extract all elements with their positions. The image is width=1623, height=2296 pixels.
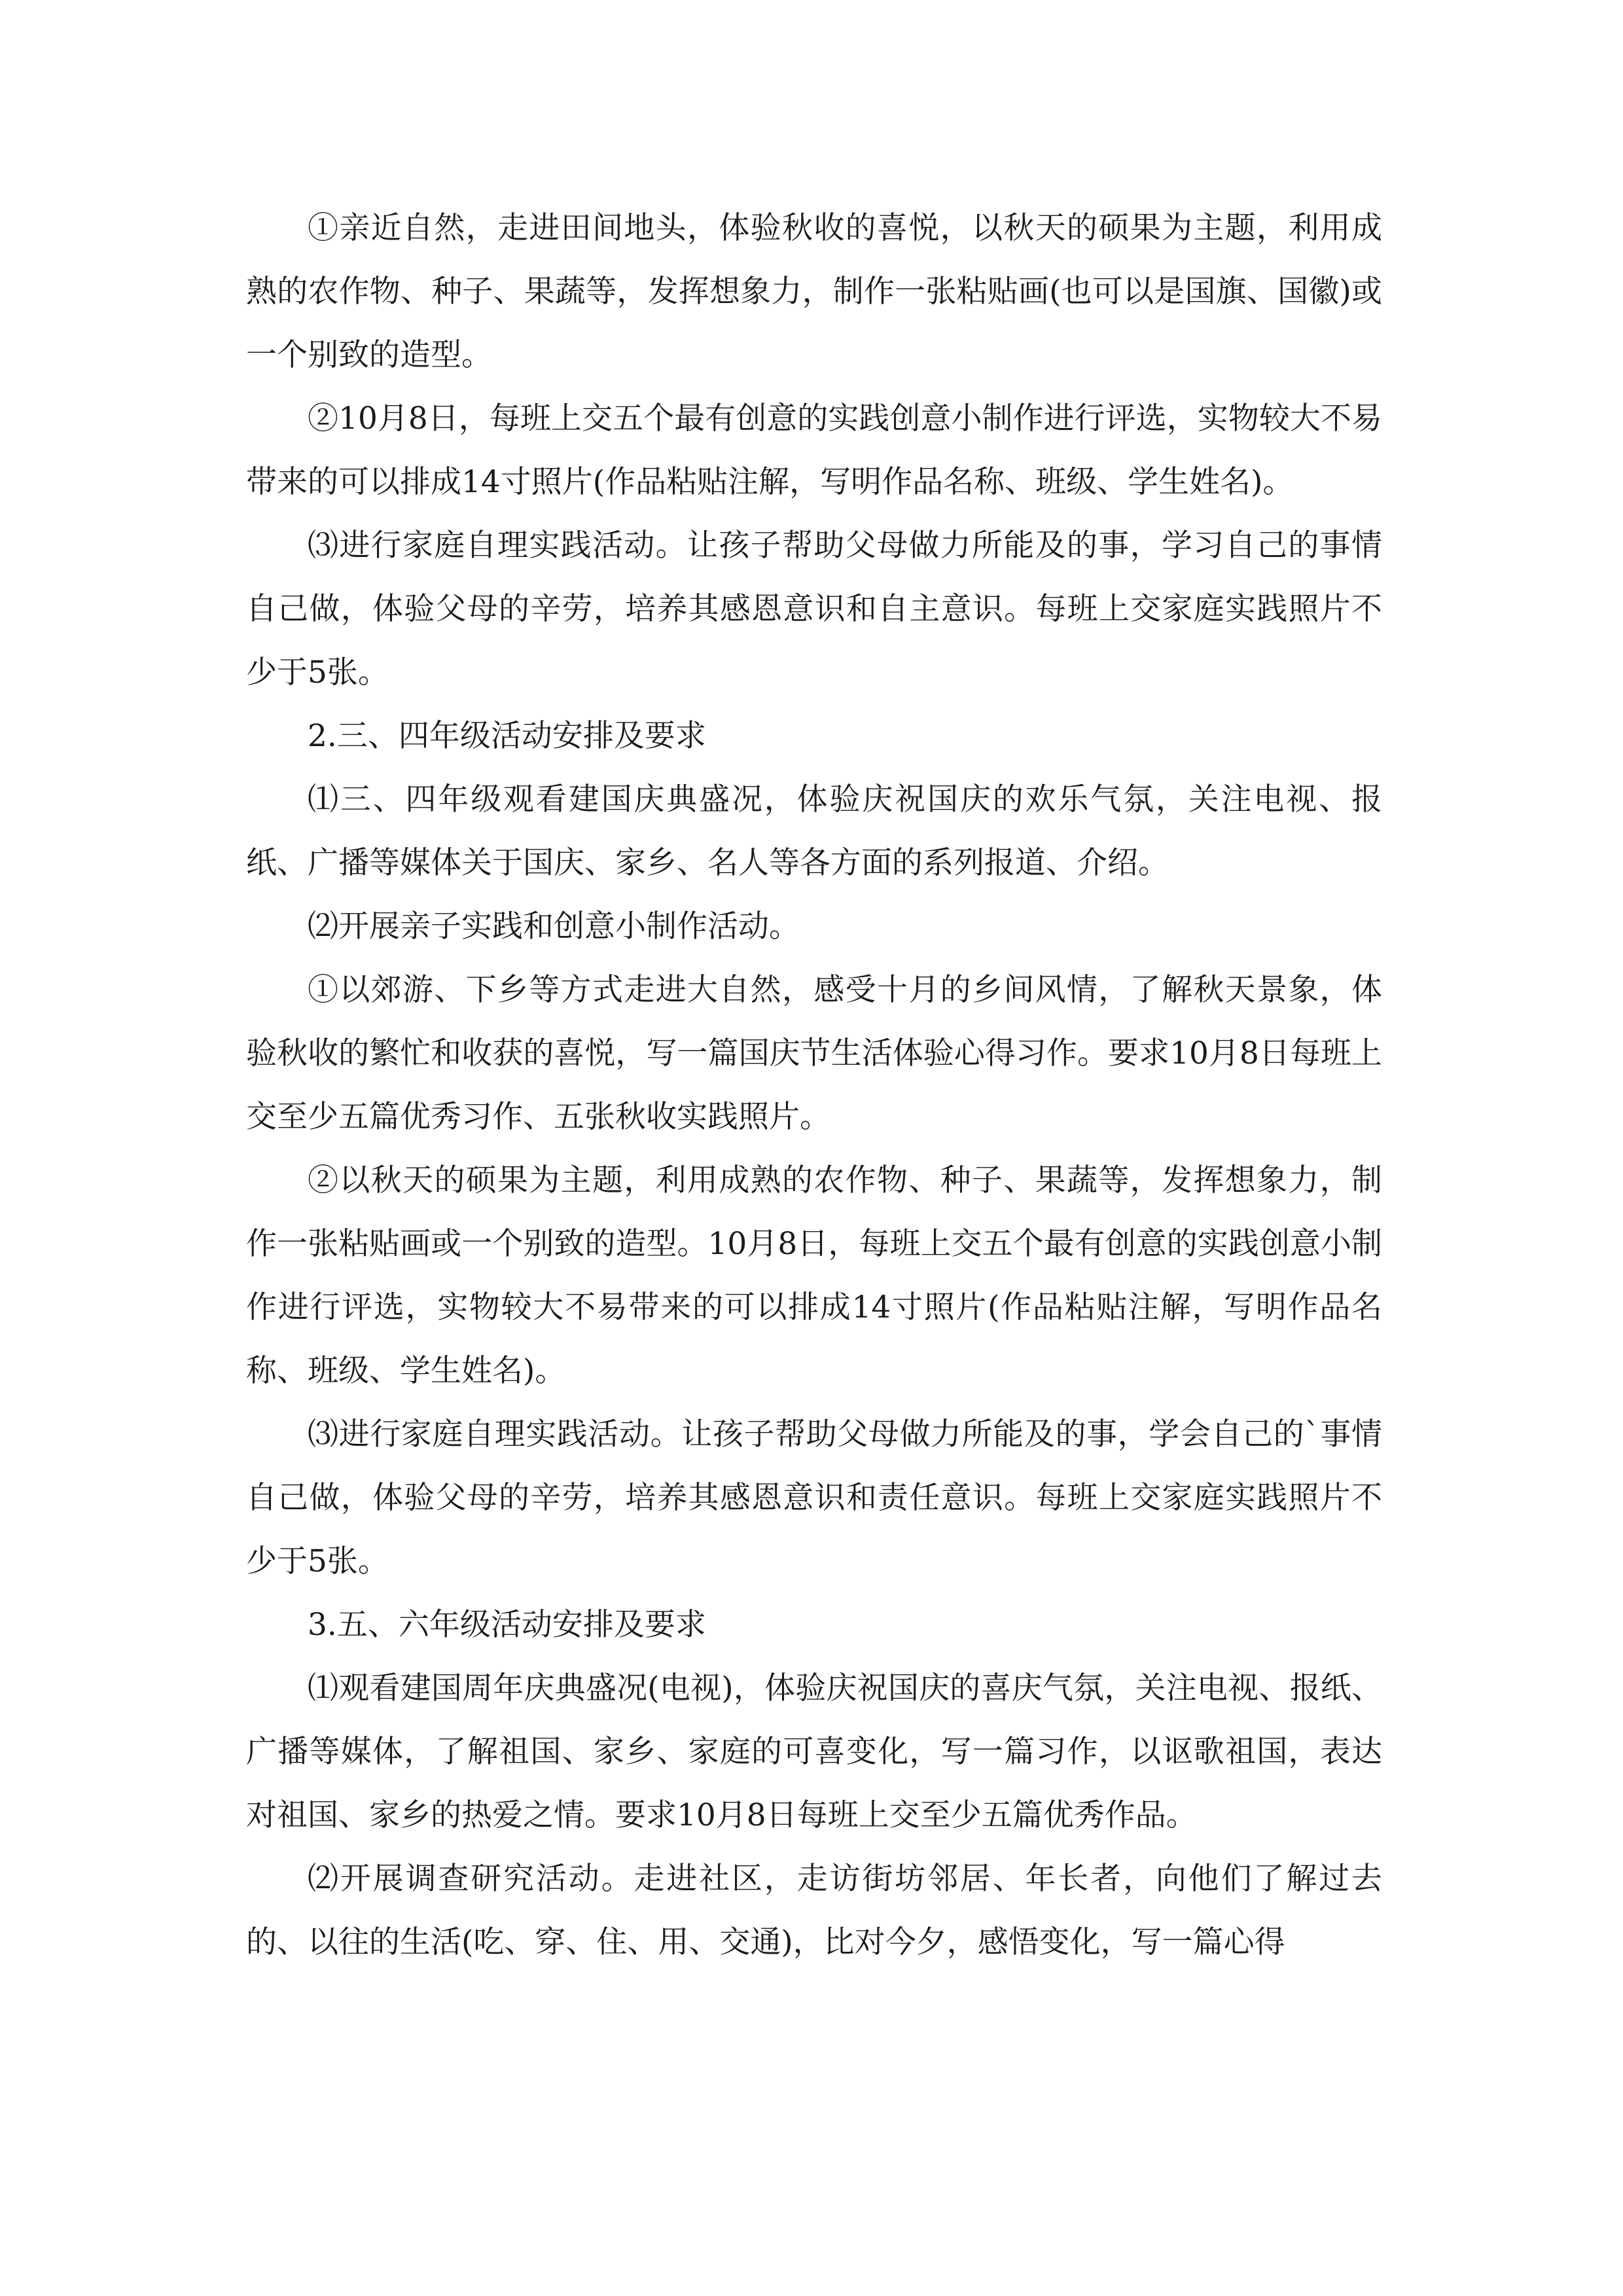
paragraph-item-2: ②10月8日，每班上交五个最有创意的实践创意小制作进行评选，实物较大不易带来的可以排成14寸照片(作品粘贴注解，写明作品名称、班级、学生姓名)。 [246,401,1382,500]
section-heading-grade-3-4: 2.三、四年级活动安排及要求 [308,718,706,754]
section-heading-grade-5-6: 3.五、六年级活动安排及要求 [308,1607,706,1643]
document-body [246,196,1382,1974]
paragraph-item-7: ①以郊游、下乡等方式走进大自然，感受十月的乡间风情，了解秋天景象，体验秋收的繁忙和收获的喜悦，写一篇国庆节生活体验心得习作。要求10月8日每班上交至少五篇优秀习作、五张秋收实践照片。 [246,972,1382,1135]
paragraph-item-1: ①亲近自然，走进田间地头，体验秋收的喜悦，以秋天的硕果为主题，利用成熟的农作物、种子、果蔬等，发挥想象力，制作一张粘贴画(也可以是国旗、国徽)或一个别致的造型。 [246,210,1382,373]
paragraph-item-5: ⑴三、四年级观看建国庆典盛况，体验庆祝国庆的欢乐气氛，关注电视、报纸、广播等媒体关于国庆、家乡、名人等各方面的系列报道、介绍。 [246,781,1382,881]
paragraph-item-3: ⑶进行家庭自理实践活动。让孩子帮助父母做力所能及的事，学习自己的事情自己做，体验父母的辛劳，培养其感恩意识和自主意识。每班上交家庭实践照片不少于5张。 [246,528,1382,691]
paragraph-item-11: ⑴观看建国周年庆典盛况(电视)，体验庆祝国庆的喜庆气氛，关注电视、报纸、广播等媒体，了解祖国、家乡、家庭的可喜变化，写一篇习作，以讴歌祖国，表达对祖国、家乡的热爱之情。要求10月8日每班上交至少五篇优秀作品。 [246,1670,1382,1833]
paragraph-item-8: ②以秋天的硕果为主题，利用成熟的农作物、种子、果蔬等，发挥想象力，制作一张粘贴画或一个别致的造型。10月8日，每班上交五个最有创意的实践创意小制作进行评选，实物较大不易带来的可以排成14寸照片(作品粘贴注解，写明作品名称、班级、学生姓名)。 [246,1162,1382,1389]
paragraph-item-6: ⑵开展亲子实践和创意小制作活动。 [308,908,800,944]
paragraph-item-9: ⑶进行家庭自理实践活动。让孩子帮助父母做力所能及的事，学会自己的`事情自己做，体验父母的辛劳，培养其感恩意识和责任意识。每班上交家庭实践照片不少于5张。 [246,1416,1382,1579]
paragraph-item-12: ⑵开展调查研究活动。走进社区，走访街坊邻居、年长者，向他们了解过去的、以往的生活(吃、穿、住、用、交通)，比对今夕，感悟变化，写一篇心得 [246,1861,1382,1960]
